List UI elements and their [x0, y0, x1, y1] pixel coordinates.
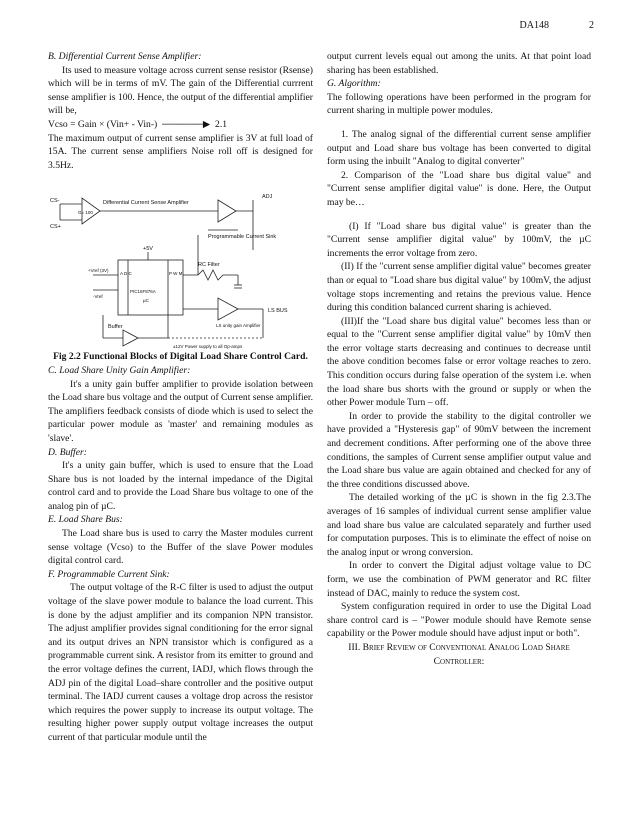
label-gain: G= 100 [78, 210, 93, 216]
section-g-intro: The following operations have been performed in the program for current sharing in multiple power modules. [327, 91, 591, 117]
section-c-title: C. Load Share Unity Gain Amplifier: [48, 364, 191, 376]
equation-arrow: ──────▶ [159, 118, 213, 130]
doc-id: DA148 [519, 20, 549, 31]
page-number: 2 [589, 20, 594, 31]
condition-2: (II) If the "current sense amplifier digital value" becomes greater than or equal to "Load share bus digital value" by 100mV, the adjust voltage stops incrementing and retains the previous value. Hence during this condition balanced current sharing is achieved. [327, 261, 591, 314]
page-header [480, 20, 594, 31]
label-buffer: Buffer [108, 324, 123, 331]
equation-number: 2.1 [215, 118, 228, 130]
label-diff-amp: Differential Current Sense Amplifier [103, 200, 189, 207]
equation-2-1 [48, 118, 313, 132]
label-pwm: P W M [169, 271, 183, 277]
right-column [327, 50, 591, 668]
section-b-title: B. Differential Current Sense Amplifier: [48, 51, 202, 62]
label-supply-note: ±12V Power supply to all Op-amps [173, 344, 243, 350]
condition-1: (I) If "Load share bus digital value" is greater than the "Current sense amplifier digital value" by 100mV, the µC increments the error voltage from zero. [327, 220, 591, 259]
algorithm-step-1: 1. The analog signal of the differential current sense amplifier output and Load share bus voltage has been converted to digital form using the inbuilt "Analog to digital converter" [327, 128, 591, 168]
label-rc-filter: RC Filter [198, 262, 220, 269]
label-ls-bus: LS BUS [268, 308, 288, 315]
hysteresis-paragraph: In order to provide the stability to the digital controller we have provided a "Hysteresis gap" of 90mV between the increment and decrement conditions. After performing one of the above three conditions, the samples of Current sense amplifier output value and the Load share bus value are again obtained and checked for any of the three conditions discussed above. [327, 410, 591, 490]
section-iii-title: Brief Review of Conventional Analog Load Share Controller: [362, 641, 570, 667]
section-iii-number: III. [348, 641, 361, 653]
left-column [48, 50, 313, 745]
label-uc: µC [143, 298, 149, 304]
functional-block-diagram [48, 190, 313, 350]
section-e-title: E. Load Share Bus: [48, 514, 123, 526]
flowchart-paragraph: The detailed working of the µC is shown in the fig 2.3.The averages of 16 samples of individual current sense amplifier value and load share bus value are calculated separately and further used for computation purposes. This is to eliminate the effect of noise on the analog input or wrong conversion. [327, 492, 591, 558]
dac-paragraph: In order to convert the Digital adjust voltage value to DC form, we use the combination of PWM generator and RC filter instead of DAC, mainly to reduce the system cost. [327, 560, 591, 599]
figure-caption: Fig 2.2 Functional Blocks of Digital Load Share Control Card. [53, 351, 308, 363]
label-adc: A D C [120, 271, 132, 277]
section-f-paragraph: The output voltage of the R-C filter is used to adjust the output voltage of the slave power module to balance the load current. This is done by the adjust amplifier and its companion NPN transistor. The adjust amplifier provides signal conditioning for the error signal and its output drives an NPN transistor which is configured as a programmable current sink. A resistor from its emitter to ground and the error voltage defines the current, IADJ, which flows through the ADJ pin of the digital Load–share controller and the positive output terminal. The IADJ current causes a voltage drop across the resistor which requires the power supply to increase its output voltage. The resulting higher power supply output voltage increases the output current of that particular module until the [48, 582, 313, 743]
label-prog-sink: Programmable Current Sink [208, 234, 277, 241]
section-f-title: F. Programmable Current Sink: [48, 568, 170, 580]
section-iii-heading [327, 641, 591, 668]
label-minus-vref: -Vref [93, 294, 103, 300]
label-vref: +Vref (3V) [88, 268, 109, 274]
section-c-paragraph: It's a unity gain buffer amplifier to provide isolation between the Load share bus voltage and the output of Current sense amplifier. The amplifiers feedback consists of diode which is used to select the particular power module as 'master' and remaining modules as 'slave'. [48, 378, 313, 444]
condition-3: (III)If the "Load share bus digital value" becomes less than or equal to the "Current sense amplifier digital value" by 10mV then the error voltage starts decreasing and continues to decrease until the above condition becomes false or error voltage reaches to zero. This condition occurs during false operation of the system i.e. when the load share bus shorts with the ground or supply or when the other Power module Turn – off. [327, 315, 591, 409]
section-d-title: D. Buffer: [48, 446, 87, 458]
label-ls-unity: LS unity gain Amplifier [216, 323, 261, 329]
section-g-title: G. Algorithm: [327, 78, 381, 90]
label-cs-minus: CS- [50, 198, 60, 205]
continued-paragraph: output current levels equal out among the units. At that point load sharing has been established. [327, 51, 591, 76]
algorithm-step-2: 2. Comparison of the "Load share bus digital value" and "Current sense amplifier digital value" is done. Here, the Output may be… [327, 169, 591, 208]
label-cs-plus: CS+ [50, 224, 61, 231]
configuration-paragraph: System configuration required in order to use the Digital Load share control card is – "Power module should have Remote sense capability or the Power module should have adjust input or both". [327, 601, 591, 640]
equation-text: Vcso = Gain × (Vin+ - Vin-) [48, 118, 158, 130]
section-b-paragraph-2: The maximum output of current sense amplifier is 3V at full load of 15A. The current sense amplifiers Noise roll off is designed for 3.5Hz. [48, 132, 313, 171]
label-pic: PIC16F876A [130, 289, 156, 295]
label-plus5v: +5V [143, 246, 153, 253]
section-d-paragraph: It's a unity gain buffer, which is used to ensure that the Load Share bus is not loaded by the internal impedance of the Digital control card and to provide the Load Share bus voltage to one of the analog pin of µC. [48, 460, 313, 512]
section-b-paragraph: Its used to measure voltage across current sense resistor (Rsense) which will be in terms of mV. The gain of the Differential currrent sense amplifier is 100. Hence, the output of the differential amplifier will be, [48, 64, 313, 117]
label-adj: ADJ [262, 194, 273, 201]
section-e-paragraph: The Load share bus is used to carry the Master modules current sense voltage (Vcso) to the Buffer of the slave Power modules digital control card. [48, 528, 313, 567]
